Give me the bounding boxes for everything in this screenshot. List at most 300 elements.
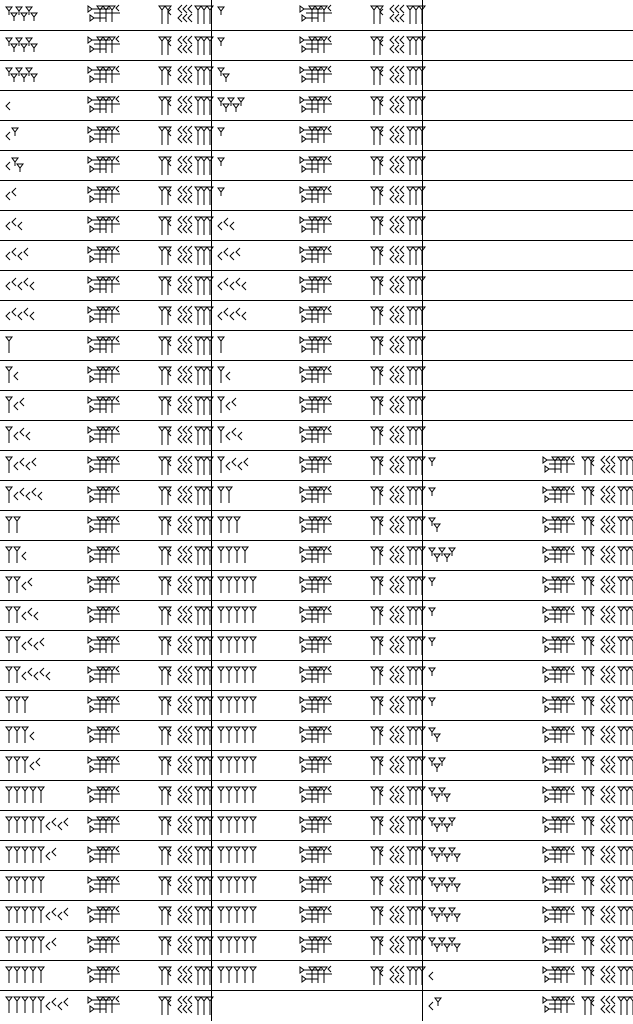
numeral-glyph bbox=[427, 665, 497, 687]
cuneiform-word-glyph bbox=[298, 695, 338, 717]
table-row bbox=[0, 930, 633, 961]
table-row bbox=[0, 330, 633, 361]
numeral-glyph bbox=[4, 245, 74, 267]
table-cell-c0 bbox=[0, 91, 211, 121]
cuneiform-word-glyph bbox=[298, 665, 338, 687]
numeral-glyph bbox=[216, 425, 286, 447]
cuneiform-phonetic-glyph bbox=[158, 215, 216, 237]
table-cell-c0 bbox=[0, 961, 211, 991]
numeral-glyph bbox=[4, 545, 74, 567]
table-cell-c1 bbox=[211, 181, 422, 211]
cuneiform-word-glyph bbox=[86, 965, 126, 987]
table-cell-c1 bbox=[211, 721, 422, 751]
cuneiform-phonetic-glyph bbox=[370, 335, 428, 357]
table-cell-c2 bbox=[422, 91, 633, 121]
cuneiform-phonetic-glyph bbox=[370, 965, 428, 987]
numeral-glyph bbox=[216, 155, 286, 177]
cuneiform-word-glyph bbox=[541, 845, 581, 867]
cuneiform-phonetic-glyph bbox=[158, 515, 216, 537]
cuneiform-phonetic-glyph bbox=[581, 995, 633, 1017]
cuneiform-phonetic-glyph bbox=[581, 695, 633, 717]
table-row bbox=[0, 90, 633, 121]
cuneiform-phonetic-glyph bbox=[158, 305, 216, 327]
numeral-glyph bbox=[216, 725, 286, 747]
table-cell-c0 bbox=[0, 421, 211, 451]
numeral-glyph bbox=[4, 395, 74, 417]
numeral-glyph bbox=[216, 905, 286, 927]
numeral-glyph bbox=[216, 575, 286, 597]
cuneiform-word-glyph bbox=[298, 605, 338, 627]
cuneiform-word-glyph bbox=[541, 785, 581, 807]
cuneiform-phonetic-glyph bbox=[158, 245, 216, 267]
cuneiform-phonetic-glyph bbox=[158, 635, 216, 657]
table-cell-c0 bbox=[0, 61, 211, 91]
cuneiform-word-glyph bbox=[298, 365, 338, 387]
cuneiform-phonetic-glyph bbox=[370, 755, 428, 777]
table-cell-c1 bbox=[211, 901, 422, 931]
numeral-glyph bbox=[216, 665, 286, 687]
cuneiform-phonetic-glyph bbox=[370, 605, 428, 627]
cuneiform-word-glyph bbox=[298, 785, 338, 807]
cuneiform-phonetic-glyph bbox=[581, 575, 633, 597]
cuneiform-word-glyph bbox=[298, 935, 338, 957]
table-cell-c1 bbox=[211, 331, 422, 361]
cuneiform-phonetic-glyph bbox=[158, 95, 216, 117]
cuneiform-phonetic-glyph bbox=[158, 35, 216, 57]
cuneiform-word-glyph bbox=[298, 425, 338, 447]
table-cell-c2 bbox=[422, 571, 633, 601]
cuneiform-word-glyph bbox=[86, 395, 126, 417]
table-cell-c1 bbox=[211, 481, 422, 511]
cuneiform-phonetic-glyph bbox=[581, 935, 633, 957]
table-cell-c0 bbox=[0, 271, 211, 301]
cuneiform-word-glyph bbox=[86, 245, 126, 267]
table-row bbox=[0, 300, 633, 331]
table-row bbox=[0, 360, 633, 391]
cuneiform-phonetic-glyph bbox=[158, 155, 216, 177]
cuneiform-phonetic-glyph bbox=[370, 455, 428, 477]
cuneiform-phonetic-glyph bbox=[158, 845, 216, 867]
cuneiform-phonetic-glyph bbox=[158, 665, 216, 687]
cuneiform-phonetic-glyph bbox=[370, 695, 428, 717]
table-row bbox=[0, 210, 633, 241]
table-cell-c0 bbox=[0, 301, 211, 331]
table-cell-c0 bbox=[0, 511, 211, 541]
numeral-glyph bbox=[4, 425, 74, 447]
table-cell-c2 bbox=[422, 991, 633, 1021]
cuneiform-word-glyph bbox=[298, 515, 338, 537]
cuneiform-word-glyph bbox=[86, 755, 126, 777]
cuneiform-word-glyph bbox=[86, 155, 126, 177]
table-cell-c0 bbox=[0, 391, 211, 421]
cuneiform-phonetic-glyph bbox=[370, 395, 428, 417]
numeral-glyph bbox=[4, 725, 74, 747]
cuneiform-word-glyph bbox=[298, 965, 338, 987]
table-row bbox=[0, 870, 633, 901]
table-cell-c0 bbox=[0, 841, 211, 871]
cuneiform-phonetic-glyph bbox=[581, 545, 633, 567]
cuneiform-word-glyph bbox=[541, 725, 581, 747]
cuneiform-word-glyph bbox=[298, 245, 338, 267]
table-row bbox=[0, 630, 633, 661]
table-cell-c1 bbox=[211, 631, 422, 661]
table-cell-c0 bbox=[0, 151, 211, 181]
cuneiform-phonetic-glyph bbox=[581, 845, 633, 867]
table-cell-c2 bbox=[422, 781, 633, 811]
cuneiform-word-glyph bbox=[298, 275, 338, 297]
cuneiform-phonetic-glyph bbox=[581, 725, 633, 747]
table-row bbox=[0, 540, 633, 571]
numeral-glyph bbox=[4, 365, 74, 387]
table-cell-c0 bbox=[0, 211, 211, 241]
table-cell-c0 bbox=[0, 0, 211, 30]
cuneiform-word-glyph bbox=[298, 455, 338, 477]
numeral-glyph bbox=[216, 365, 286, 387]
table-cell-c2 bbox=[422, 301, 633, 331]
cuneiform-word-glyph bbox=[298, 575, 338, 597]
table-cell-c0 bbox=[0, 331, 211, 361]
table-cell-c1 bbox=[211, 691, 422, 721]
cuneiform-phonetic-glyph bbox=[158, 905, 216, 927]
numeral-glyph bbox=[427, 545, 497, 567]
table-row bbox=[0, 480, 633, 511]
numeral-glyph bbox=[4, 515, 74, 537]
table-row bbox=[0, 390, 633, 421]
table-row bbox=[0, 120, 633, 151]
table-cell-c2 bbox=[422, 271, 633, 301]
cuneiform-word-glyph bbox=[541, 905, 581, 927]
numeral-glyph bbox=[216, 245, 286, 267]
cuneiform-phonetic-glyph bbox=[158, 755, 216, 777]
numeral-glyph bbox=[4, 635, 74, 657]
cuneiform-phonetic-glyph bbox=[158, 695, 216, 717]
cuneiform-phonetic-glyph bbox=[581, 605, 633, 627]
table-cell-c1 bbox=[211, 661, 422, 691]
table-cell-c1 bbox=[211, 31, 422, 61]
numeral-glyph bbox=[4, 845, 74, 867]
cuneiform-word-glyph bbox=[298, 185, 338, 207]
table-row bbox=[0, 180, 633, 211]
numeral-glyph bbox=[427, 485, 497, 507]
cuneiform-word-glyph bbox=[298, 155, 338, 177]
table-cell-c2 bbox=[422, 661, 633, 691]
table-row bbox=[0, 60, 633, 91]
table-cell-c2 bbox=[422, 151, 633, 181]
numeral-glyph bbox=[4, 575, 74, 597]
table-cell-c0 bbox=[0, 631, 211, 661]
table-cell-c0 bbox=[0, 721, 211, 751]
table-cell-c2 bbox=[422, 181, 633, 211]
numeral-glyph bbox=[216, 185, 286, 207]
numeral-glyph bbox=[427, 875, 497, 897]
cuneiform-word-glyph bbox=[86, 575, 126, 597]
table-cell-c0 bbox=[0, 361, 211, 391]
numeral-glyph bbox=[4, 155, 74, 177]
cuneiform-word-glyph bbox=[86, 695, 126, 717]
cuneiform-phonetic-glyph bbox=[370, 485, 428, 507]
cuneiform-word-glyph bbox=[86, 4, 126, 26]
table-cell-c1 bbox=[211, 571, 422, 601]
table-cell-c2 bbox=[422, 541, 633, 571]
cuneiform-word-glyph bbox=[541, 755, 581, 777]
cuneiform-word-glyph bbox=[541, 575, 581, 597]
cuneiform-phonetic-glyph bbox=[370, 215, 428, 237]
cuneiform-word-glyph bbox=[541, 635, 581, 657]
table-cell-c0 bbox=[0, 121, 211, 151]
numeral-glyph bbox=[4, 65, 74, 87]
cuneiform-phonetic-glyph bbox=[581, 965, 633, 987]
table-cell-c2 bbox=[422, 811, 633, 841]
numeral-glyph bbox=[4, 335, 74, 357]
cuneiform-word-glyph bbox=[86, 485, 126, 507]
cuneiform-phonetic-glyph bbox=[370, 725, 428, 747]
numeral-glyph bbox=[216, 95, 286, 117]
numeral-glyph bbox=[216, 545, 286, 567]
numeral-glyph bbox=[4, 35, 74, 57]
cuneiform-phonetic-glyph bbox=[370, 4, 428, 26]
cuneiform-word-glyph bbox=[86, 515, 126, 537]
cuneiform-word-glyph bbox=[86, 185, 126, 207]
cuneiform-word-glyph bbox=[86, 935, 126, 957]
cuneiform-word-glyph bbox=[298, 95, 338, 117]
cuneiform-phonetic-glyph bbox=[370, 65, 428, 87]
numeral-glyph bbox=[427, 905, 497, 927]
table-cell-c1 bbox=[211, 211, 422, 241]
numeral-glyph bbox=[4, 815, 74, 837]
numeral-glyph bbox=[216, 65, 286, 87]
numeral-glyph bbox=[216, 215, 286, 237]
cuneiform-word-glyph bbox=[298, 4, 338, 26]
table-cell-c2 bbox=[422, 931, 633, 961]
cuneiform-phonetic-glyph bbox=[158, 815, 216, 837]
table-cell-c0 bbox=[0, 541, 211, 571]
table-cell-c1 bbox=[211, 511, 422, 541]
cuneiform-word-glyph bbox=[86, 725, 126, 747]
numeral-glyph bbox=[4, 455, 74, 477]
table-cell-c2 bbox=[422, 451, 633, 481]
cuneiform-word-glyph bbox=[298, 335, 338, 357]
numeral-glyph bbox=[4, 125, 74, 147]
table-cell-c2 bbox=[422, 841, 633, 871]
cuneiform-word-glyph bbox=[298, 65, 338, 87]
cuneiform-phonetic-glyph bbox=[370, 35, 428, 57]
cuneiform-word-glyph bbox=[541, 995, 581, 1017]
table-cell-c2 bbox=[422, 961, 633, 991]
table-row bbox=[0, 690, 633, 721]
numeral-glyph bbox=[216, 395, 286, 417]
table-cell-c0 bbox=[0, 901, 211, 931]
cuneiform-phonetic-glyph bbox=[581, 905, 633, 927]
numeral-glyph bbox=[216, 35, 286, 57]
table-cell-c1 bbox=[211, 151, 422, 181]
table-cell-c1 bbox=[211, 91, 422, 121]
cuneiform-word-glyph bbox=[86, 605, 126, 627]
table-cell-c2 bbox=[422, 691, 633, 721]
table-row bbox=[0, 660, 633, 691]
numeral-glyph bbox=[4, 185, 74, 207]
numeral-glyph bbox=[427, 845, 497, 867]
cuneiform-phonetic-glyph bbox=[370, 125, 428, 147]
numeral-glyph bbox=[4, 965, 74, 987]
numeral-glyph bbox=[427, 725, 497, 747]
table-cell-c2 bbox=[422, 31, 633, 61]
cuneiform-phonetic-glyph bbox=[581, 785, 633, 807]
cuneiform-phonetic-glyph bbox=[370, 935, 428, 957]
table-cell-c0 bbox=[0, 241, 211, 271]
cuneiform-phonetic-glyph bbox=[158, 365, 216, 387]
numeral-glyph bbox=[216, 845, 286, 867]
numeral-glyph bbox=[216, 485, 286, 507]
cuneiform-word-glyph bbox=[86, 995, 126, 1017]
cuneiform-phonetic-glyph bbox=[370, 305, 428, 327]
numeral-glyph bbox=[427, 755, 497, 777]
table-cell-c2 bbox=[422, 871, 633, 901]
cuneiform-word-glyph bbox=[86, 815, 126, 837]
table-cell-c0 bbox=[0, 751, 211, 781]
cuneiform-word-glyph bbox=[541, 515, 581, 537]
cuneiform-word-glyph bbox=[541, 605, 581, 627]
cuneiform-word-glyph bbox=[298, 215, 338, 237]
numeral-glyph bbox=[216, 755, 286, 777]
cuneiform-phonetic-glyph bbox=[370, 245, 428, 267]
table-cell-c1 bbox=[211, 841, 422, 871]
numeral-glyph bbox=[4, 4, 74, 26]
table-row bbox=[0, 840, 633, 871]
cuneiform-word-glyph bbox=[298, 305, 338, 327]
numeral-glyph bbox=[427, 815, 497, 837]
cuneiform-word-glyph bbox=[86, 905, 126, 927]
cuneiform-word-glyph bbox=[298, 35, 338, 57]
table-cell-c1 bbox=[211, 991, 422, 1021]
cuneiform-word-glyph bbox=[86, 455, 126, 477]
numeral-glyph bbox=[216, 275, 286, 297]
cuneiform-phonetic-glyph bbox=[158, 875, 216, 897]
cuneiform-phonetic-glyph bbox=[370, 185, 428, 207]
table-row bbox=[0, 0, 633, 30]
table-cell-c1 bbox=[211, 451, 422, 481]
table-cell-c2 bbox=[422, 121, 633, 151]
table-cell-c0 bbox=[0, 181, 211, 211]
cuneiform-phonetic-glyph bbox=[158, 605, 216, 627]
numeral-glyph bbox=[4, 755, 74, 777]
table-cell-c2 bbox=[422, 0, 633, 30]
numeral-glyph bbox=[216, 965, 286, 987]
table-row bbox=[0, 270, 633, 301]
numeral-glyph bbox=[4, 935, 74, 957]
numeral-glyph bbox=[427, 635, 497, 657]
cuneiform-word-glyph bbox=[86, 665, 126, 687]
table-cell-c2 bbox=[422, 361, 633, 391]
table-cell-c2 bbox=[422, 511, 633, 541]
numeral-glyph bbox=[4, 305, 74, 327]
table-cell-c0 bbox=[0, 481, 211, 511]
cuneiform-word-glyph bbox=[298, 545, 338, 567]
table-cell-c1 bbox=[211, 241, 422, 271]
numeral-glyph bbox=[4, 275, 74, 297]
cuneiform-phonetic-glyph bbox=[581, 455, 633, 477]
cuneiform-phonetic-glyph bbox=[370, 425, 428, 447]
table-row bbox=[0, 600, 633, 631]
table-cell-c1 bbox=[211, 871, 422, 901]
cuneiform-word-glyph bbox=[86, 425, 126, 447]
numeral-glyph bbox=[4, 605, 74, 627]
numeral-glyph bbox=[427, 695, 497, 717]
table-cell-c1 bbox=[211, 931, 422, 961]
cuneiform-phonetic-glyph bbox=[370, 365, 428, 387]
cuneiform-word-glyph bbox=[86, 95, 126, 117]
table-cell-c2 bbox=[422, 211, 633, 241]
cuneiform-phonetic-glyph bbox=[370, 515, 428, 537]
table-cell-c1 bbox=[211, 61, 422, 91]
table-cell-c1 bbox=[211, 121, 422, 151]
cuneiform-word-glyph bbox=[298, 815, 338, 837]
table-cell-c0 bbox=[0, 811, 211, 841]
table-cell-c2 bbox=[422, 601, 633, 631]
table-cell-c1 bbox=[211, 271, 422, 301]
table-cell-c1 bbox=[211, 421, 422, 451]
cuneiform-word-glyph bbox=[298, 875, 338, 897]
numeral-glyph bbox=[427, 965, 497, 987]
table-cell-c1 bbox=[211, 781, 422, 811]
table-cell-c2 bbox=[422, 481, 633, 511]
cuneiform-word-glyph bbox=[86, 65, 126, 87]
table-cell-c0 bbox=[0, 871, 211, 901]
cuneiform-phonetic-glyph bbox=[158, 275, 216, 297]
table-cell-c1 bbox=[211, 0, 422, 30]
numeral-glyph bbox=[216, 875, 286, 897]
cuneiform-word-glyph bbox=[86, 365, 126, 387]
table-cell-c0 bbox=[0, 601, 211, 631]
table-row bbox=[0, 990, 633, 1021]
numeral-glyph bbox=[216, 515, 286, 537]
numeral-glyph bbox=[427, 515, 497, 537]
table-cell-c2 bbox=[422, 331, 633, 361]
cuneiform-word-glyph bbox=[541, 875, 581, 897]
cuneiform-word-glyph bbox=[86, 785, 126, 807]
table-row bbox=[0, 450, 633, 481]
table-row bbox=[0, 810, 633, 841]
table-cell-c1 bbox=[211, 301, 422, 331]
cuneiform-word-glyph bbox=[298, 725, 338, 747]
cuneiform-word-glyph bbox=[86, 545, 126, 567]
cuneiform-word-glyph bbox=[86, 125, 126, 147]
table-row bbox=[0, 240, 633, 271]
table-row bbox=[0, 720, 633, 751]
numeral-glyph bbox=[427, 575, 497, 597]
cuneiform-word-glyph bbox=[86, 35, 126, 57]
cuneiform-word-glyph bbox=[541, 935, 581, 957]
table-row bbox=[0, 750, 633, 781]
cuneiform-word-glyph bbox=[298, 125, 338, 147]
cuneiform-word-glyph bbox=[298, 845, 338, 867]
table-cell-c2 bbox=[422, 61, 633, 91]
numeral-glyph bbox=[4, 995, 74, 1017]
cuneiform-word-glyph bbox=[86, 845, 126, 867]
table-cell-c2 bbox=[422, 421, 633, 451]
numeral-glyph bbox=[427, 455, 497, 477]
cuneiform-phonetic-glyph bbox=[158, 125, 216, 147]
cuneiform-phonetic-glyph bbox=[158, 65, 216, 87]
table-cell-c0 bbox=[0, 991, 211, 1021]
table-cell-c0 bbox=[0, 451, 211, 481]
table-row bbox=[0, 960, 633, 991]
cuneiform-word-glyph bbox=[86, 215, 126, 237]
table-row bbox=[0, 420, 633, 451]
cuneiform-phonetic-glyph bbox=[158, 995, 216, 1017]
numeral-glyph bbox=[216, 4, 286, 26]
table-row bbox=[0, 780, 633, 811]
cuneiform-phonetic-glyph bbox=[158, 425, 216, 447]
